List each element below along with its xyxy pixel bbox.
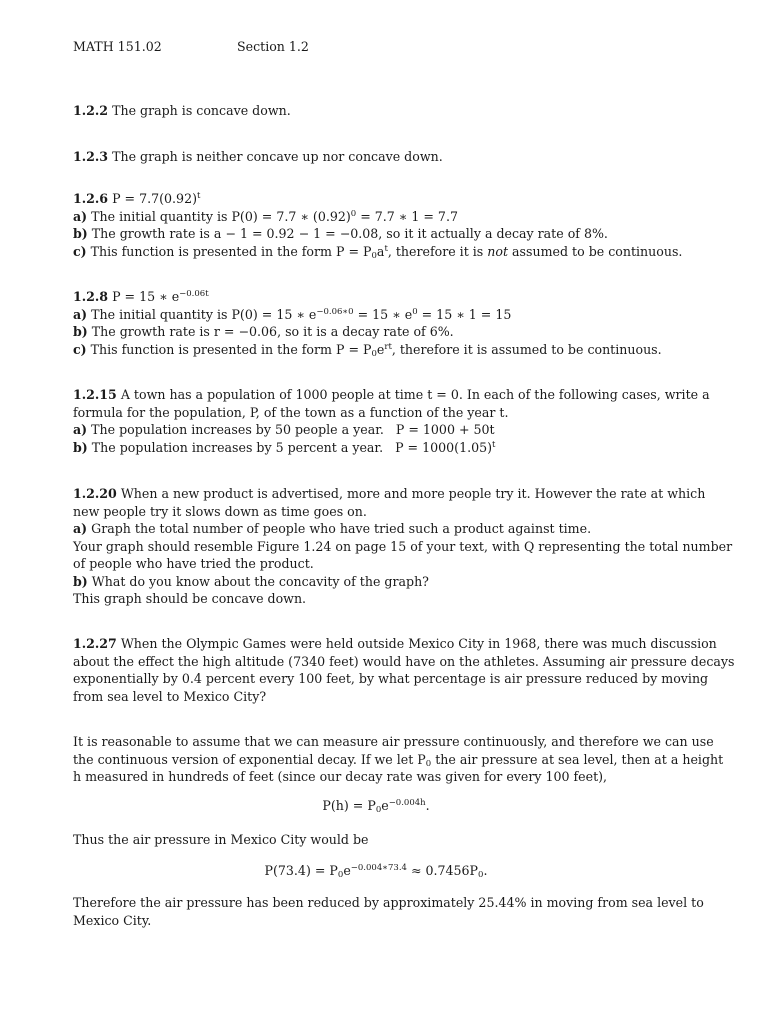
part-text: = 15 ∗ e	[353, 306, 413, 322]
emphasis-not: not	[487, 243, 509, 259]
problem-number: 1.2.2	[73, 103, 109, 118]
part-c	[73, 243, 683, 261]
equation-text: .	[483, 863, 488, 878]
part-text: The population increases by 50 people a year. P = 1000 + 50t	[87, 422, 495, 437]
part-text: The initial quantity is P(0) = 15 ∗ e	[87, 306, 317, 322]
part-b	[73, 439, 679, 457]
equation-text: .	[425, 798, 430, 813]
exponent: −0.004∗73.4	[350, 863, 407, 873]
part-label: c)	[73, 243, 87, 259]
question-line-2: about the effect the high altitude (7340 feet) would have on the athletes. Assuming air pressure decays	[73, 653, 735, 669]
problem-equation	[73, 288, 679, 306]
answer-b: This graph should be concave down.	[73, 591, 307, 606]
part-b	[73, 323, 679, 341]
problem-1-2-3	[73, 148, 679, 166]
problem-1-2-6	[73, 190, 683, 261]
course-code: MATH 151.02	[73, 39, 162, 54]
part-a	[73, 306, 679, 324]
part-text: e	[376, 341, 385, 357]
solution-line-2	[73, 751, 724, 769]
subscript: 0	[425, 758, 432, 769]
problem-number: 1.2.20	[73, 486, 117, 501]
equation-text: P(h) = P	[322, 798, 376, 813]
equation-text: P = 7.7(0.92)	[108, 191, 197, 206]
problem-number: 1.2.6	[73, 191, 109, 206]
part-label: a)	[73, 208, 88, 224]
page-header	[73, 38, 679, 56]
problem-1-2-8	[73, 288, 679, 358]
answer-text: The graph is concave down.	[108, 103, 291, 118]
answer-text: The graph is neither concave up nor concave down.	[108, 149, 443, 164]
conclusion-line-1: Therefore the air pressure has been reduced by approximately 25.44% in moving from sea level to	[73, 895, 704, 910]
part-text: a	[376, 243, 385, 259]
problem-equation	[73, 190, 679, 208]
exponent: −0.004h	[388, 798, 426, 808]
conclusion-paragraph	[73, 894, 704, 929]
part-text: Graph the total number of people who have tried such a product against time.	[87, 521, 592, 536]
question-line-3: exponentially by 0.4 percent every 100 feet, by what percentage is air pressure reduced by moving	[73, 671, 709, 686]
exponent: 0	[350, 208, 357, 219]
subscript: 0	[478, 870, 484, 880]
problem-number: 1.2.3	[73, 149, 109, 164]
problem-intro-cont: new people try it slows down as time goes on.	[73, 503, 367, 519]
equation-mexico-city	[73, 862, 679, 880]
answer-a-line-1: Your graph should resemble Figure 1.24 on page 15 of your text, with Q representing the total number	[73, 538, 733, 554]
part-a	[73, 421, 679, 439]
part-text-tail: = 7.7 ∗ 1 = 7.7	[356, 208, 458, 224]
part-text: This function is presented in the form P = P	[86, 341, 372, 357]
part-label: b)	[73, 439, 88, 455]
part-label: a)	[73, 422, 88, 437]
part-text: assumed to be continuous.	[508, 243, 683, 259]
equation-text: e	[343, 863, 351, 878]
part-text: , therefore it is assumed to be continuous.	[391, 341, 662, 357]
part-text: This function is presented in the form P = P	[86, 243, 372, 259]
part-text: What do you know about the concavity of the graph?	[87, 573, 429, 589]
subscript: 0	[375, 805, 382, 815]
equation-air-pressure	[73, 797, 679, 815]
answer-a-line-2: of people who have tried the product.	[73, 556, 314, 571]
solution-paragraph	[73, 733, 724, 786]
problem-number: 1.2.27	[73, 636, 117, 651]
problem-1-2-2	[73, 102, 679, 120]
conclusion-line-2: Mexico City.	[73, 912, 152, 928]
problem-1-2-27	[73, 635, 735, 705]
part-label: b)	[73, 226, 88, 241]
part-text: The growth rate is r = −0.06, so it is a decay rate of 6%.	[87, 324, 454, 339]
part-a	[73, 520, 679, 538]
problem-1-2-15	[73, 386, 710, 456]
equation-text: P = 15 ∗ e	[108, 289, 180, 304]
subscript: 0	[371, 250, 377, 261]
problem-1-2-20	[73, 485, 733, 608]
subscript: 0	[371, 348, 377, 359]
part-b	[73, 225, 679, 243]
question-line-4: from sea level to Mexico City?	[73, 688, 267, 704]
exponent: rt	[384, 341, 392, 352]
part-text: , therefore it is	[387, 243, 488, 259]
part-text-tail: = 15 ∗ 1 = 15	[417, 306, 512, 322]
exponent: t	[492, 439, 496, 450]
subscript: 0	[337, 870, 344, 880]
part-label: b)	[73, 324, 88, 339]
solution-line-1: It is reasonable to assume that we can measure air pressure continuously, and therefore we can use	[73, 734, 714, 749]
solution-text: the continuous version of exponential decay. If we let P	[73, 751, 426, 767]
part-a	[73, 208, 679, 226]
solution-line-3: h measured in hundreds of feet (since our decay rate was given for every 100 feet),	[73, 769, 608, 784]
equation-text: P(73.4) = P	[264, 863, 338, 878]
part-text: The growth rate is a − 1 = 0.92 − 1 = −0.08, so it it actually a decay rate of 8%.	[87, 226, 608, 241]
problem-number: 1.2.15	[73, 387, 117, 402]
intro-text: A town has a population of 1000 people at time t = 0. In each of the following cases, write a	[116, 387, 710, 402]
transition-text	[73, 831, 679, 849]
problem-intro	[73, 485, 706, 503]
question-text: When the Olympic Games were held outside Mexico City in 1968, there was much discussion	[116, 636, 717, 651]
section-label: Section 1.2	[237, 39, 309, 54]
part-c	[73, 341, 679, 359]
problem-number: 1.2.8	[73, 289, 109, 304]
problem-intro-cont: formula for the population, P, of the town as a function of the year t.	[73, 404, 509, 420]
part-label: a)	[73, 306, 88, 322]
problem-intro	[73, 386, 710, 404]
exponent: t	[384, 243, 388, 254]
exponent: −0.06t	[179, 289, 209, 299]
intro-text: When a new product is advertised, more and more people try it. However the rate at which	[116, 486, 706, 501]
exponent: 0	[412, 306, 418, 317]
part-label: c)	[73, 341, 87, 357]
part-label: b)	[73, 573, 88, 589]
transition-line: Thus the air pressure in Mexico City would be	[73, 832, 369, 847]
equation-text: e	[381, 798, 389, 813]
equation-text: ≈ 0.7456P	[406, 863, 479, 878]
part-label: a)	[73, 521, 88, 536]
exponent: −0.06∗0	[316, 306, 354, 317]
part-text: The initial quantity is P(0) = 7.7 ∗ (0.92)	[87, 208, 351, 224]
solution-text: the air pressure at sea level, then at a height	[431, 751, 724, 767]
exponent: t	[197, 191, 201, 201]
part-text: The population increases by 5 percent a year. P = 1000(1.05)	[87, 439, 493, 455]
question-line-1	[73, 635, 717, 653]
part-b	[73, 573, 679, 591]
